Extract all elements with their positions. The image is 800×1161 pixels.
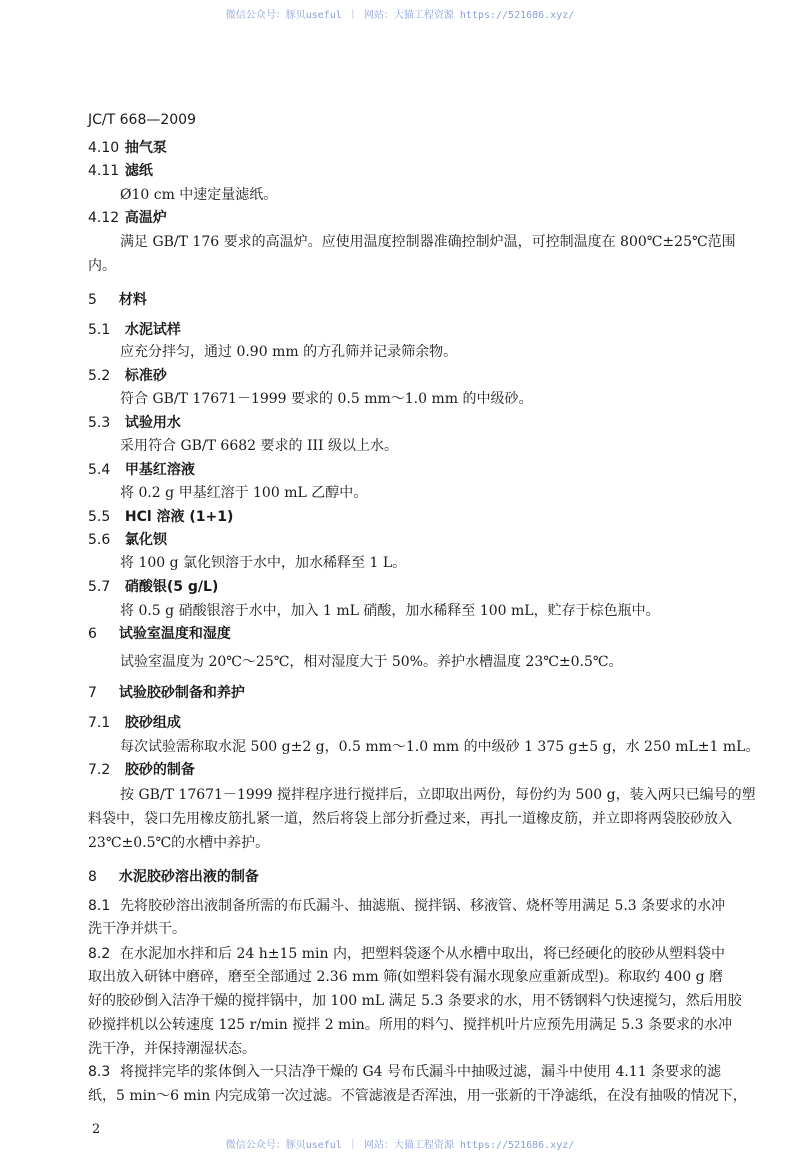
paragraph-8-2-line: 取出放入研钵中磨碎，磨至全部通过 2.36 mm 筛(如塑料袋有漏水现象应重新成型)。称取约 400 g 磨 (88, 969, 724, 985)
paragraph-4-11: Ø10 cm 中速定量滤纸。 (120, 187, 278, 203)
heading-5-3: 5.3 试验用水 (88, 415, 181, 431)
heading-4-11: 4.11 滤纸 (88, 163, 153, 179)
paragraph-7-2-line: 23℃±0.5℃的水槽中养护。 (88, 835, 270, 851)
watermark-bottom: 微信公众号：豚贝useful ｜ 网站：大猫工程资源 https://521686.xyz/ (225, 1140, 575, 1151)
paragraph-5-1: 应充分拌匀，通过 0.90 mm 的方孔筛并记录筛余物。 (120, 344, 458, 360)
heading-5-1: 5.1 水泥试样 (88, 322, 181, 338)
paragraph-7-2-line: 料袋中，袋口先用橡皮筋扎紧一道，然后将袋上部分折叠过来，再扎一道橡皮筋，并立即将两袋胶砂放入 (88, 811, 732, 827)
heading-7-2: 7.2 胶砂的制备 (88, 762, 195, 778)
standard-code-header: JC/T 668—2009 (88, 112, 196, 128)
paragraph-8-2-line: 好的胶砂倒入洁净干燥的搅拌锅中，加 100 mL 满足 5.3 条要求的水，用不锈钢料勺快速搅匀，然后用胶 (88, 993, 742, 1009)
paragraph-8-2-line: 洗干净，并保持潮湿状态。 (88, 1041, 256, 1057)
heading-7: 7 试验胶砂制备和养护 (88, 685, 245, 701)
paragraph-5-3: 采用符合 GB/T 6682 要求的 III 级以上水。 (120, 438, 398, 454)
paragraph-4-12-line: 满足 GB/T 176 要求的高温炉。应使用温度控制器准确控制炉温，可控制温度在 800℃±25℃范围 (120, 234, 736, 250)
heading-5-7: 5.7 硝酸银(5 g/L) (88, 579, 219, 595)
heading-7-1: 7.1 胶砂组成 (88, 715, 181, 731)
page-number: 2 (92, 1122, 101, 1137)
paragraph-8-1-line: 8.1 先将胶砂溶出液制备所需的布氏漏斗、抽滤瓶、搅拌锅、移液管、烧杯等用满足 5.3 条要求的水冲 (88, 898, 726, 914)
paragraph-5-4: 将 0.2 g 甲基红溶于 100 mL 乙醇中。 (120, 485, 368, 501)
paragraph-8-2-line: 砂搅拌机以公转速度 125 r/min 搅拌 2 min。所用的料勺、搅拌机叶片应预先用满足 5.3 条要求的水冲 (88, 1017, 732, 1033)
heading-5: 5 材料 (88, 292, 147, 308)
paragraph-4-12-line: 内。 (88, 258, 116, 274)
heading-6: 6 试验室温度和湿度 (88, 626, 231, 642)
heading-8: 8 水泥胶砂溶出液的制备 (88, 869, 259, 885)
heading-5-4: 5.4 甲基红溶液 (88, 462, 195, 478)
paragraph-5-7: 将 0.5 g 硝酸银溶于水中，加入 1 mL 硝酸，加水稀释至 100 mL，贮存于棕色瓶中。 (120, 603, 660, 619)
paragraph-8-3-line: 8.3 将搅拌完毕的浆体倒入一只洁净干燥的 G4 号布氏漏斗中抽吸过滤，漏斗中使用 4.11 条要求的滤 (88, 1064, 722, 1080)
heading-5-6: 5.6 氯化钡 (88, 532, 167, 548)
paragraph-5-2: 符合 GB/T 17671－1999 要求的 0.5 mm～1.0 mm 的中级砂。 (120, 391, 533, 407)
heading-5-2: 5.2 标准砂 (88, 368, 167, 384)
heading-5-5: 5.5 HCl 溶液 (1+1) (88, 509, 234, 525)
paragraph-7-2-line: 按 GB/T 17671－1999 搅拌程序进行搅拌后，立即取出两份，每份约为 500 g，装入两只已编号的塑 (120, 787, 756, 803)
paragraph-8-2-line: 8.2 在水泥加水拌和后 24 h±15 min 内，把塑料袋逐个从水槽中取出，将已经硬化的胶砂从塑料袋中 (88, 946, 725, 962)
paragraph-5-6: 将 100 g 氯化钡溶于水中，加水稀释至 1 L。 (120, 555, 407, 571)
paragraph-8-3-line: 纸，5 min～6 min 内完成第一次过滤。不管滤液是否浑浊，用一张新的干净滤纸，在没有抽吸的情况下， (88, 1088, 747, 1104)
watermark-top: 微信公众号：豚贝useful ｜ 网站：大猫工程资源 https://521686.xyz/ (225, 10, 575, 21)
heading-4-12: 4.12 高温炉 (88, 210, 167, 226)
paragraph-7-1: 每次试验需称取水泥 500 g±2 g，0.5 mm～1.0 mm 的中级砂 1 375 g±5 g，水 250 mL±1 mL。 (120, 739, 760, 755)
paragraph-8-1-line: 洗干净并烘干。 (88, 921, 186, 937)
heading-4-10: 4.10 抽气泵 (88, 140, 167, 156)
paragraph-6: 试验室温度为 20℃～25℃，相对湿度大于 50%。养护水槽温度 23℃±0.5℃。 (120, 654, 623, 670)
